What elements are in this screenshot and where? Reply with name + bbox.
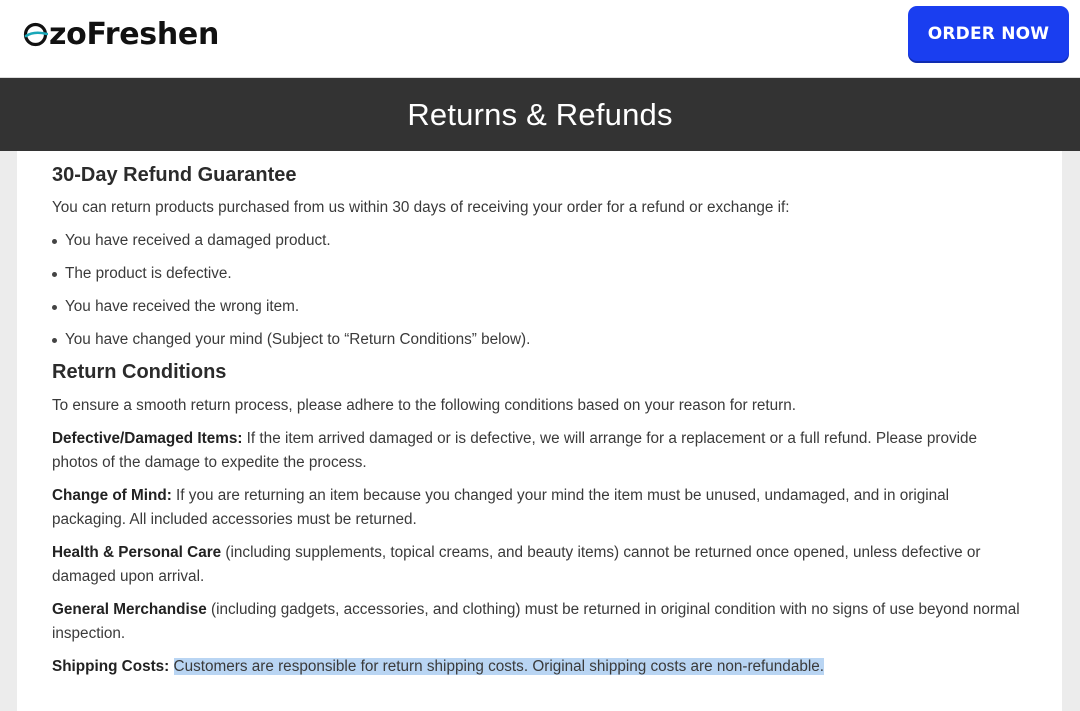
page-hero-banner (0, 78, 1080, 151)
refund-guarantee-intro: You can return products purchased from us within 30 days of receiving your order for a refund or exchange if: (52, 199, 790, 216)
ozo-swirl-logo-icon (23, 22, 48, 47)
order-now-button[interactable]: ORDER NOW (908, 6, 1069, 61)
site-header (0, 0, 1080, 78)
condition-defective-damaged (52, 427, 1027, 475)
condition-text: If the item arrived damaged or is defective, we will arrange for a replacement or a full refund. Please provide photos of the damage to expedite the process. (52, 430, 978, 471)
condition-text: (including supplements, topical creams, and beauty items) cannot be returned once opened, unless defective or damaged upon arrival. (52, 544, 981, 585)
condition-shipping-costs (52, 655, 1027, 679)
condition-label: Health & Personal Care (52, 544, 222, 561)
list-item: You have received a damaged product. (65, 229, 331, 253)
list-item: You have received the wrong item. (65, 295, 299, 319)
condition-text: (including gadgets, accessories, and clothing) must be returned in original condition with no signs of use beyond normal inspection. (52, 601, 1020, 642)
condition-health-personal-care (52, 541, 1027, 589)
condition-change-of-mind (52, 484, 1027, 532)
selected-text-highlight[interactable]: Customers are responsible for return shipping costs. Original shipping costs are non-refundable. (173, 658, 824, 675)
refund-guarantee-heading: 30-Day Refund Guarantee (52, 164, 297, 186)
condition-text: If you are returning an item because you changed your mind the item must be unused, undamaged, and in original packaging. All included accessories must be returned. (52, 487, 950, 528)
logo-text: zoFreshen (49, 16, 220, 52)
condition-label: Shipping Costs: (52, 658, 170, 675)
condition-general-merchandise (52, 598, 1027, 646)
list-item: You have changed your mind (Subject to “Return Conditions” below). (65, 328, 530, 352)
return-conditions-intro: To ensure a smooth return process, please adhere to the following conditions based on your reason for return. (52, 397, 797, 414)
condition-label: Defective/Damaged Items: (52, 430, 243, 447)
condition-label: General Merchandise (52, 601, 207, 618)
list-item: The product is defective. (65, 262, 232, 286)
brand-logo[interactable] (23, 14, 219, 54)
page-title: Returns & Refunds (407, 96, 673, 132)
policy-content (17, 151, 1062, 711)
condition-label: Change of Mind: (52, 487, 172, 504)
return-conditions-heading: Return Conditions (52, 361, 227, 383)
